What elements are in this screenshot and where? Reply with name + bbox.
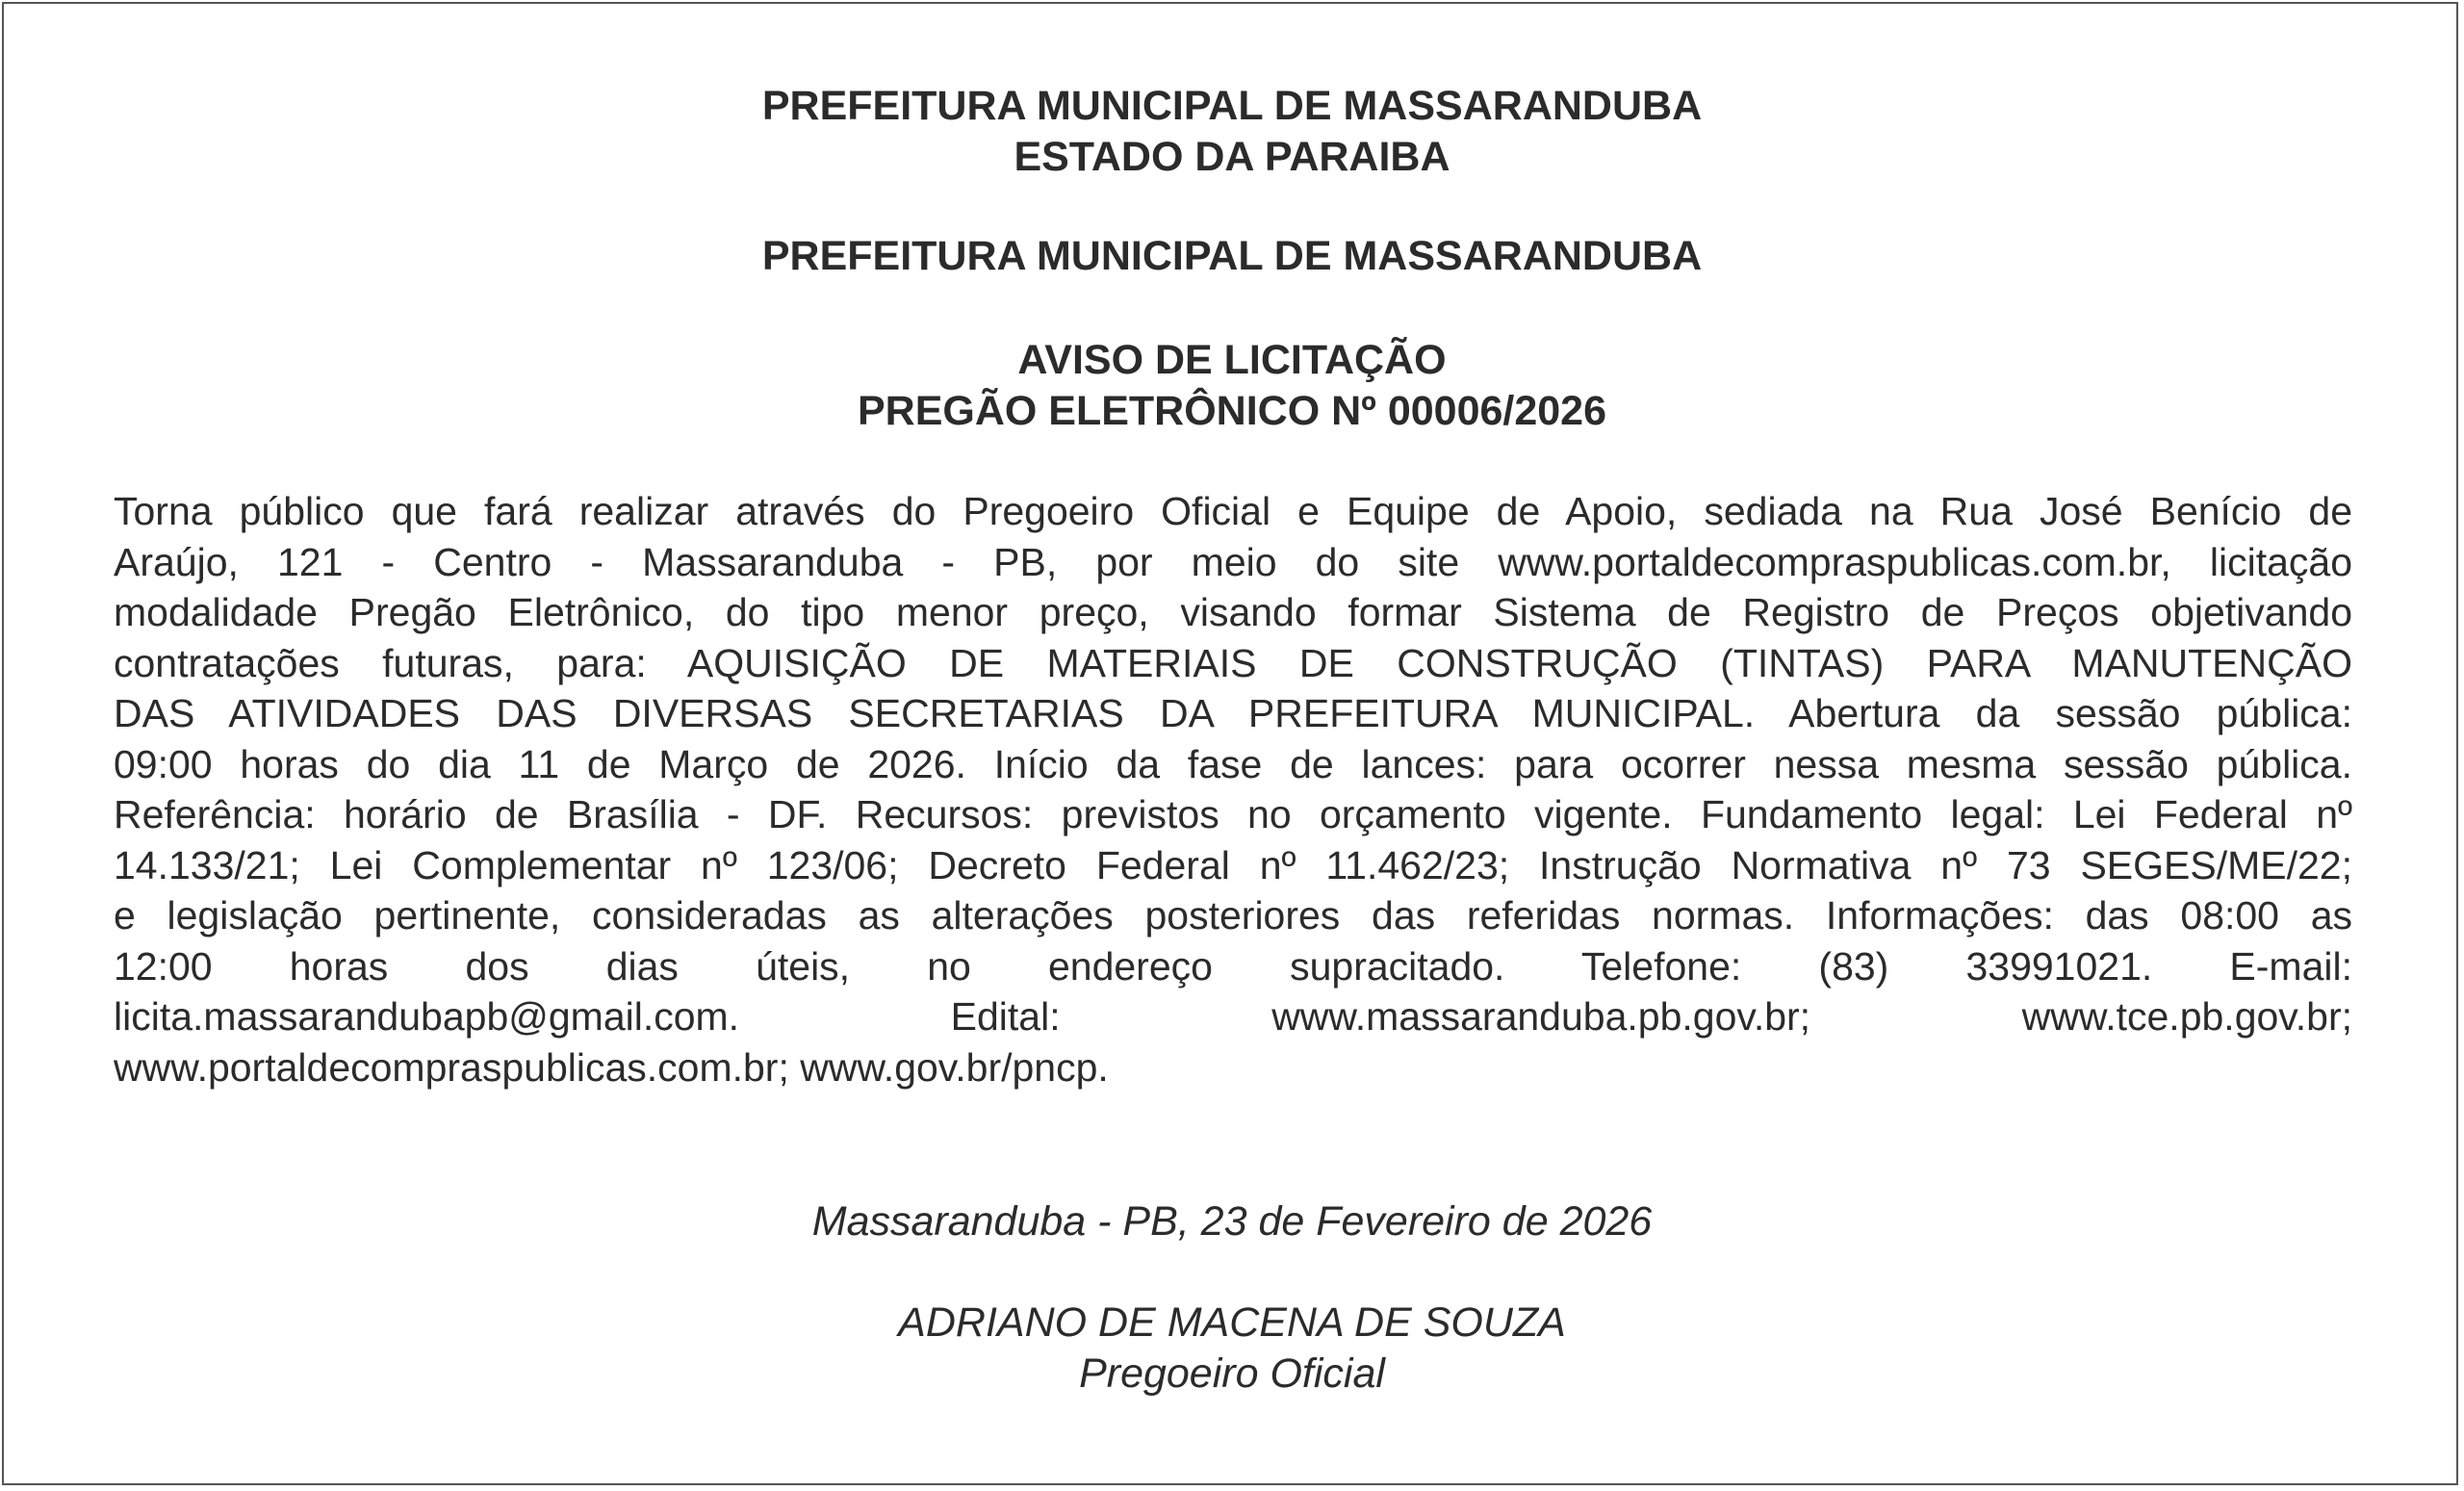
notice-title: AVISO DE LICITAÇÃO: [1017, 337, 1447, 383]
body-line: DAS ATIVIDADES DAS DIVERSAS SECRETARIAS DA PREFEITURA MUNICIPAL. Abertura da sessão pública:: [114, 691, 2352, 735]
notice-body: [114, 486, 2352, 1093]
place-date: Massaranduba - PB, 23 de Fevereiro de 2026: [811, 1198, 1653, 1245]
signer-role: Pregoeiro Oficial: [1079, 1350, 1385, 1397]
body-line: Referência: horário de Brasília - DF. Recursos: previstos no orçamento vigente. Fundamento legal: Lei Federal nº: [114, 792, 2352, 836]
body-line: 14.133/21; Lei Complementar nº 123/06; Decreto Federal nº 11.462/23; Instrução Normativa nº 73 SEGES/ME/22;: [114, 842, 2352, 887]
body-line: e legislação pertinente, consideradas as alterações posteriores das referidas normas. Informações: das 08:00 as: [114, 893, 2352, 938]
body-line: www.portaldecompraspublicas.com.br; www.gov.br/pncp.: [114, 1044, 1109, 1090]
body-line: licita.massarandubapb@gmail.com. Edital: www.massaranduba.pb.gov.br; www.tce.pb.gov.br;: [114, 994, 2352, 1039]
body-line: 12:00 horas dos dias úteis, no endereço supracitado. Telefone: (83) 33991021. E-mail:: [114, 943, 2352, 989]
body-line: modalidade Pregão Eletrônico, do tipo menor preço, visando formar Sistema de Registro de Preços objetivando: [114, 590, 2352, 634]
issuer-name: PREFEITURA MUNICIPAL DE MASSARANDUBA: [761, 83, 1703, 129]
issuer-name-repeat: PREFEITURA MUNICIPAL DE MASSARANDUBA: [761, 233, 1703, 279]
body-line: contratações futuras, para: AQUISIÇÃO DE MATERIAIS DE CONSTRUÇÃO (TINTAS) PARA MANUTENÇÃO: [114, 640, 2352, 685]
issuer-state: ESTADO DA PARAIBA: [1014, 134, 1450, 180]
notice-subtitle: PREGÃO ELETRÔNICO Nº 00006/2026: [857, 388, 1607, 434]
signer-name: ADRIANO DE MACENA DE SOUZA: [898, 1299, 1566, 1346]
body-line: Araújo, 121 - Centro - Massaranduba - PB, por meio do site www.portaldecompraspublicas.com.br, licitação: [114, 539, 2352, 584]
body-line: 09:00 horas do dia 11 de Março de 2026. Início da fase de lances: para ocorrer nessa mesma sessão pública.: [114, 741, 2352, 786]
body-line: Torna público que fará realizar através do Pregoeiro Oficial e Equipe de Apoio, sediada na Rua José Benício de: [114, 489, 2352, 533]
